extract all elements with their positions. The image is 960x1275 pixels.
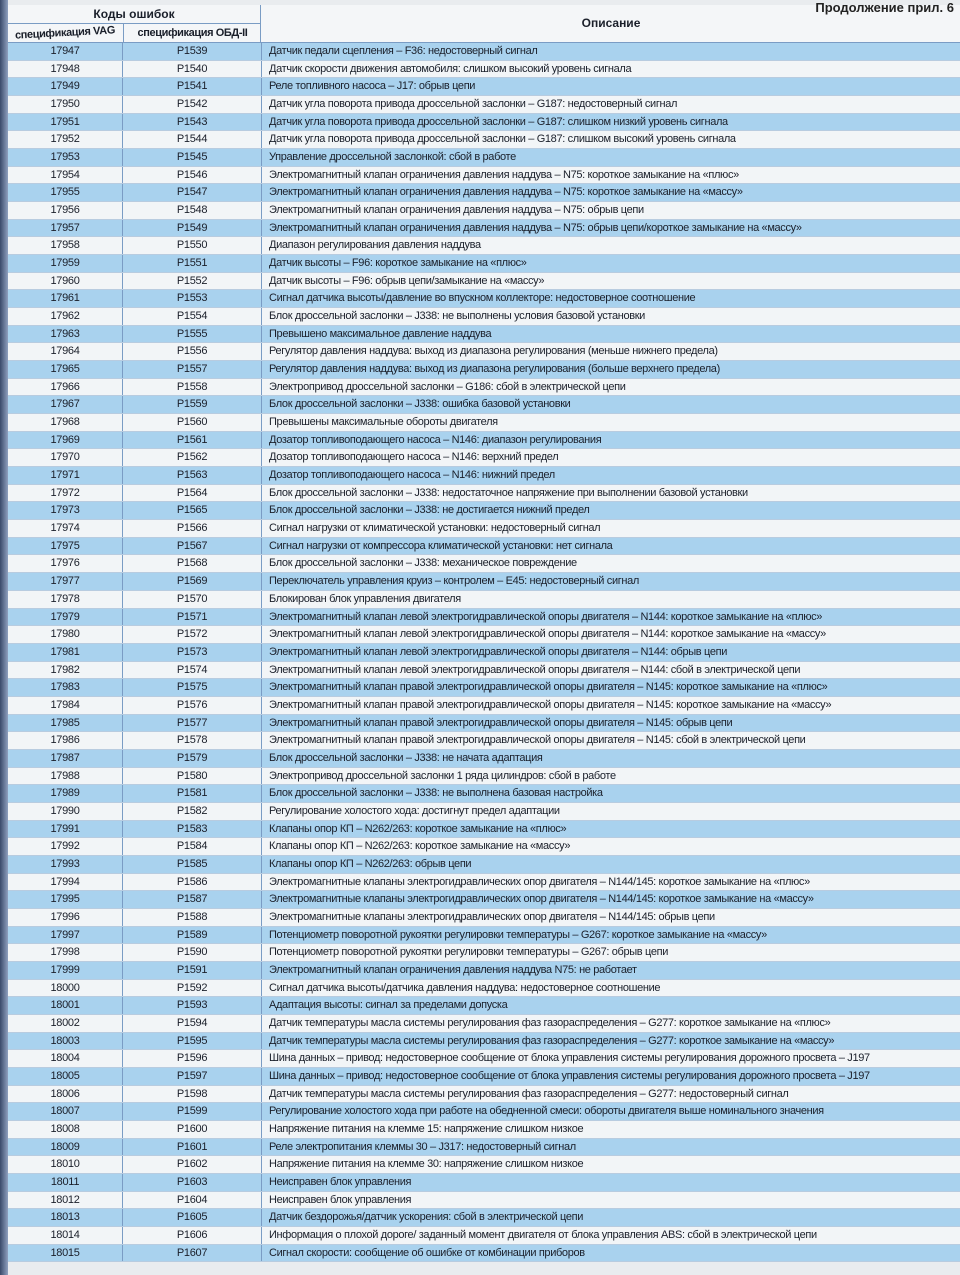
obd-code-cell: P1548: [122, 202, 261, 219]
obd-code-cell: P1578: [122, 732, 261, 749]
continuation-label: Продолжение прил. 6: [815, 0, 954, 15]
table-row: [8, 167, 960, 185]
table-row: [8, 237, 960, 255]
table-row: [8, 538, 960, 556]
obd-code-cell: P1540: [122, 61, 261, 78]
obd-code-cell: P1547: [122, 184, 261, 201]
vag-code-cell: 17982: [50, 663, 80, 676]
description-cell: Реле электропитания клеммы 30 – J317: недостоверный сигнал: [261, 1139, 960, 1156]
obd-code-cell: P1572: [122, 626, 261, 643]
vag-code-cell: 17992: [50, 840, 80, 853]
vag-code-cell: 18012: [50, 1193, 80, 1206]
description-cell: Электромагнитный клапан левой электрогидравлической опоры двигателя – N144: обрыв цепи: [261, 644, 960, 661]
table-row: [8, 785, 960, 803]
description-cell: Блок дроссельной заслонки – J338: механическое повреждение: [261, 555, 960, 572]
vag-code-cell: 17954: [50, 168, 80, 181]
obd-code-cell: P1587: [122, 891, 261, 908]
description-cell: Шина данных – привод: недостоверное сообщение от блока управления системы регулирования дорожного просвета – J197: [261, 1068, 960, 1085]
description-cell: Шина данных – привод: недостоверное сообщение от блока управления системы регулирования дорожного просвета – J197: [261, 1050, 960, 1067]
header-error-codes: Коды ошибок: [8, 5, 260, 24]
table-row: [8, 715, 960, 733]
vag-code-cell: 17997: [50, 928, 80, 941]
obd-code-cell: P1565: [122, 502, 261, 519]
vag-code-cell: 17986: [50, 734, 80, 747]
table-row: [8, 1068, 960, 1086]
obd-code-cell: P1596: [122, 1050, 261, 1067]
table-row: [8, 944, 960, 962]
table-row: [8, 909, 960, 927]
description-cell: Дозатор топливоподающего насоса – N146: верхний предел: [261, 449, 960, 466]
table-row: [8, 962, 960, 980]
description-cell: Дозатор топливоподающего насоса – N146: нижний предел: [261, 467, 960, 484]
table-row: [8, 255, 960, 273]
obd-code-cell: P1555: [122, 326, 261, 343]
table-row: [8, 662, 960, 680]
description-cell: Датчик высоты – F96: обрыв цепи/замыкание на «массу»: [261, 273, 960, 290]
description-cell: Датчик угла поворота привода дроссельной заслонки – G187: слишком высокий уровень сигнала: [261, 131, 960, 148]
obd-code-cell: P1562: [122, 449, 261, 466]
table-row: [8, 573, 960, 591]
page-edge: [0, 0, 8, 1275]
description-cell: Электромагнитный клапан правой электрогидравлической опоры двигателя – N145: короткое замыкание на «плюс»: [261, 679, 960, 696]
table-row: [8, 114, 960, 132]
description-cell: Электромагнитные клапаны электрогидравлических опор двигателя – N144/145: короткое замыкание на «плюс»: [261, 874, 960, 891]
description-cell: Сигнал нагрузки от климатической установки: недостоверный сигнал: [261, 520, 960, 537]
table-row: [8, 449, 960, 467]
description-cell: Неисправен блок управления: [261, 1192, 960, 1209]
vag-code-cell: 17953: [50, 151, 80, 164]
table-row: [8, 308, 960, 326]
description-cell: Электромагнитные клапаны электрогидравлических опор двигателя – N144/145: обрыв цепи: [261, 909, 960, 926]
obd-code-cell: P1552: [122, 273, 261, 290]
description-cell: Клапаны опор КП – N262/263: обрыв цепи: [261, 856, 960, 873]
vag-code-cell: 17998: [50, 946, 80, 959]
description-cell: Электропривод дроссельной заслонки 1 ряда цилиндров: сбой в работе: [261, 768, 960, 785]
vag-code-cell: 17950: [50, 98, 80, 111]
description-cell: Датчик высоты – F96: короткое замыкание на «плюс»: [261, 255, 960, 272]
table-row: [8, 379, 960, 397]
description-cell: Электромагнитный клапан левой электрогидравлической опоры двигателя – N144: сбой в электрической цепи: [261, 662, 960, 679]
description-cell: Клапаны опор КП – N262/263: короткое замыкание на «массу»: [261, 838, 960, 855]
description-cell: Датчик педали сцепления – F36: недостоверный сигнал: [261, 43, 960, 60]
description-cell: Электромагнитный клапан ограничения давления наддува – N75: короткое замыкание на «массу»: [261, 184, 960, 201]
description-cell: Датчик температуры масла системы регулирования фаз газораспределения – G277: недостоверный сигнал: [261, 1086, 960, 1103]
obd-code-cell: P1580: [122, 768, 261, 785]
header-description: Описание: [260, 5, 960, 42]
obd-code-cell: P1601: [122, 1139, 261, 1156]
obd-code-cell: P1583: [122, 821, 261, 838]
table-row: [8, 838, 960, 856]
obd-code-cell: P1592: [122, 980, 261, 997]
description-cell: Превышено максимальное давление наддува: [261, 326, 960, 343]
description-cell: Управление дроссельной заслонкой: сбой в работе: [261, 149, 960, 166]
table-row: [8, 1209, 960, 1227]
table-row: [8, 78, 960, 96]
table-row: [8, 1227, 960, 1245]
obd-code-cell: P1541: [122, 78, 261, 95]
description-cell: Реле топливного насоса – J17: обрыв цепи: [261, 78, 960, 95]
obd-code-cell: P1577: [122, 715, 261, 732]
obd-code-cell: P1569: [122, 573, 261, 590]
vag-code-cell: 17963: [50, 327, 80, 340]
obd-code-cell: P1586: [122, 874, 261, 891]
table-row: [8, 1086, 960, 1104]
table-row: [8, 184, 960, 202]
vag-code-cell: 18006: [50, 1087, 80, 1100]
description-cell: Напряжение питания на клемме 30: напряжение слишком низкое: [261, 1156, 960, 1173]
obd-code-cell: P1571: [122, 609, 261, 626]
vag-code-cell: 18009: [50, 1140, 80, 1153]
vag-code-cell: 18013: [50, 1211, 80, 1224]
vag-code-cell: 17958: [50, 239, 80, 252]
description-cell: Датчик температуры масла системы регулирования фаз газораспределения – G277: короткое замыкание на «плюс»: [261, 1015, 960, 1032]
obd-code-cell: P1568: [122, 555, 261, 572]
obd-code-cell: P1575: [122, 679, 261, 696]
description-cell: Электромагнитный клапан ограничения давления наддува – N75: обрыв цепи: [261, 202, 960, 219]
obd-code-cell: P1558: [122, 379, 261, 396]
description-cell: Электропривод дроссельной заслонки – G186: сбой в электрической цепи: [261, 379, 960, 396]
vag-code-cell: 18011: [50, 1176, 80, 1188]
description-cell: Датчик температуры масла системы регулирования фаз газораспределения – G277: короткое замыкание на «массу»: [261, 1033, 960, 1050]
vag-code-cell: 17999: [50, 963, 80, 976]
table-row: [8, 997, 960, 1015]
vag-code-cell: 18001: [50, 999, 80, 1012]
obd-code-cell: P1542: [122, 96, 261, 113]
table-row: [8, 555, 960, 573]
vag-code-cell: 17947: [50, 45, 80, 57]
table-row: [8, 821, 960, 839]
table-row: [8, 414, 960, 432]
vag-code-cell: 17961: [50, 292, 80, 305]
obd-code-cell: P1590: [122, 944, 261, 961]
header-vag-spec: спецификация VAG: [14, 24, 116, 42]
obd-code-cell: P1602: [122, 1156, 261, 1173]
vag-code-cell: 18010: [50, 1158, 80, 1171]
vag-code-cell: 17979: [50, 610, 80, 623]
obd-code-cell: P1593: [122, 997, 261, 1014]
vag-code-cell: 17974: [50, 522, 80, 535]
description-cell: Блок дроссельной заслонки – J338: не выполнены условия базовой установки: [261, 308, 960, 325]
vag-code-cell: 18014: [50, 1229, 80, 1242]
vag-code-cell: 17965: [50, 363, 80, 376]
obd-code-cell: P1554: [122, 308, 261, 325]
description-cell: Электромагнитный клапан левой электрогидравлической опоры двигателя – N144: короткое замыкание на «массу»: [261, 626, 960, 643]
table-row: [8, 1033, 960, 1051]
obd-code-cell: P1546: [122, 167, 261, 184]
vag-code-cell: 17983: [50, 681, 80, 694]
table-row: [8, 96, 960, 114]
table-row: [8, 220, 960, 238]
table-row: [8, 927, 960, 945]
description-cell: Блокирован блок управления двигателя: [261, 591, 960, 608]
vag-code-cell: 17951: [50, 115, 80, 128]
description-cell: Потенциометр поворотной рукоятки регулировки температуры – G267: короткое замыкание на «массу»: [261, 927, 960, 944]
obd-code-cell: P1585: [122, 856, 261, 873]
table-row: [8, 874, 960, 892]
vag-code-cell: 17969: [50, 433, 80, 446]
table-row: [8, 61, 960, 79]
obd-code-cell: P1605: [122, 1209, 261, 1226]
description-cell: Датчик угла поворота привода дроссельной заслонки – G187: слишком низкий уровень сигнала: [261, 114, 960, 131]
description-cell: Электромагнитный клапан правой электрогидравлической опоры двигателя – N145: обрыв цепи: [261, 715, 960, 732]
obd-code-cell: P1549: [122, 220, 261, 237]
vag-code-cell: 17956: [50, 204, 80, 217]
obd-code-cell: P1600: [122, 1121, 261, 1138]
vag-code-cell: 17991: [50, 822, 80, 835]
description-cell: Блок дроссельной заслонки – J338: не достигается нижний предел: [261, 502, 960, 519]
obd-code-cell: P1607: [122, 1245, 261, 1262]
vag-code-cell: 17952: [50, 133, 80, 146]
description-cell: Блок дроссельной заслонки – J338: не выполнена базовая настройка: [261, 785, 960, 802]
vag-code-cell: 17964: [50, 345, 80, 358]
description-cell: Блок дроссельной заслонки – J338: недостаточное напряжение при выполнении базовой установки: [261, 485, 960, 502]
obd-code-cell: P1604: [122, 1192, 261, 1209]
obd-code-cell: P1560: [122, 414, 261, 431]
table-row: [8, 273, 960, 291]
description-cell: Датчик угла поворота привода дроссельной заслонки – G187: недостоверный сигнал: [261, 96, 960, 113]
description-cell: Сигнал датчика высоты/датчика давления наддува: недостоверное соотношение: [261, 980, 960, 997]
vag-code-cell: 17976: [50, 557, 80, 570]
vag-code-cell: 17987: [50, 751, 80, 764]
table-row: [8, 149, 960, 167]
table-row: [8, 768, 960, 786]
description-cell: Превышены максимальные обороты двигателя: [261, 414, 960, 431]
obd-code-cell: P1606: [122, 1227, 261, 1244]
table-row: [8, 520, 960, 538]
description-cell: Потенциометр поворотной рукоятки регулировки температуры – G267: обрыв цепи: [261, 944, 960, 961]
description-cell: Регулятор давления наддува: выход из диапазона регулирования (больше верхнего предела): [261, 361, 960, 378]
table-row: [8, 1139, 960, 1157]
table-row: [8, 1015, 960, 1033]
obd-code-cell: P1559: [122, 396, 261, 413]
vag-code-cell: 18007: [50, 1105, 80, 1118]
vag-code-cell: 17980: [50, 628, 80, 641]
obd-code-cell: P1589: [122, 927, 261, 944]
vag-code-cell: 17985: [50, 716, 80, 729]
table-row: [8, 856, 960, 874]
obd-code-cell: P1544: [122, 131, 261, 148]
vag-code-cell: 17948: [50, 62, 80, 75]
vag-code-cell: 17988: [50, 769, 80, 782]
table-row: [8, 1174, 960, 1192]
obd-code-cell: P1582: [122, 803, 261, 820]
description-cell: Электромагнитный клапан левой электрогидравлической опоры двигателя – N144: короткое замыкание на «плюс»: [261, 609, 960, 626]
table-row: [8, 1121, 960, 1139]
description-cell: Регулятор давления наддува: выход из диапазона регулирования (меньше нижнего предела): [261, 343, 960, 360]
obd-code-cell: P1574: [122, 662, 261, 679]
table-row: [8, 1103, 960, 1121]
table-row: [8, 1050, 960, 1068]
obd-code-cell: P1584: [122, 838, 261, 855]
table-row: [8, 502, 960, 520]
table-row: [8, 980, 960, 998]
obd-code-cell: P1573: [122, 644, 261, 661]
obd-code-cell: P1543: [122, 114, 261, 131]
table-row: [8, 626, 960, 644]
vag-code-cell: 17975: [50, 539, 80, 552]
description-cell: Электромагнитный клапан ограничения давления наддува N75: не работает: [261, 962, 960, 979]
description-cell: Переключатель управления круиз – контролем – E45: недостоверный сигнал: [261, 573, 960, 590]
description-cell: Диапазон регулирования давления наддува: [261, 237, 960, 254]
obd-code-cell: P1588: [122, 909, 261, 926]
table-row: [8, 803, 960, 821]
vag-code-cell: 18003: [50, 1034, 80, 1047]
table-row: [8, 644, 960, 662]
table-row: [8, 1156, 960, 1174]
vag-code-cell: 17972: [50, 486, 80, 499]
vag-code-cell: 17996: [50, 910, 80, 923]
description-cell: Клапаны опор КП – N262/263: короткое замыкание на «плюс»: [261, 821, 960, 838]
description-cell: Сигнал нагрузки от компрессора климатической установки: нет сигнала: [261, 538, 960, 555]
description-cell: Дозатор топливоподающего насоса – N146: диапазон регулирования: [261, 432, 960, 449]
error-codes-table: [8, 5, 960, 1262]
obd-code-cell: P1603: [122, 1174, 261, 1191]
obd-code-cell: P1597: [122, 1068, 261, 1085]
description-cell: Регулирование холостого хода: достигнут предел адаптации: [261, 803, 960, 820]
table-row: [8, 343, 960, 361]
description-cell: Сигнал датчика высоты/давление во впускном коллекторе: недостоверное соотношение: [261, 290, 960, 307]
vag-code-cell: 17984: [50, 698, 80, 711]
obd-code-cell: P1545: [122, 149, 261, 166]
table-row: [8, 1245, 960, 1263]
description-cell: Сигнал скорости: сообщение об ошибке от комбинации приборов: [261, 1245, 960, 1262]
vag-code-cell: 17968: [50, 416, 80, 429]
obd-code-cell: P1553: [122, 290, 261, 307]
description-cell: Электромагнитный клапан правой электрогидравлической опоры двигателя – N145: сбой в электрической цепи: [261, 732, 960, 749]
obd-code-cell: P1564: [122, 485, 261, 502]
vag-code-cell: 18004: [50, 1052, 80, 1065]
table-row: [8, 43, 960, 61]
obd-code-cell: P1595: [122, 1033, 261, 1050]
table-row: [8, 697, 960, 715]
vag-code-cell: 17971: [50, 469, 80, 482]
vag-code-cell: 17977: [50, 575, 80, 588]
description-cell: Датчик скорости движения автомобиля: слишком высокий уровень сигнала: [261, 61, 960, 78]
vag-code-cell: 17955: [50, 186, 80, 199]
vag-code-cell: 17957: [50, 221, 80, 234]
description-cell: Адаптация высоты: сигнал за пределами допуска: [261, 997, 960, 1014]
vag-code-cell: 18015: [50, 1246, 80, 1259]
table-row: [8, 1192, 960, 1210]
vag-code-cell: 17990: [50, 804, 80, 817]
vag-code-cell: 17994: [50, 875, 80, 888]
vag-code-cell: 17959: [50, 257, 80, 270]
vag-code-cell: 17978: [50, 592, 80, 605]
obd-code-cell: P1566: [122, 520, 261, 537]
vag-code-cell: 17981: [50, 645, 80, 658]
vag-code-cell: 17993: [50, 857, 80, 870]
obd-code-cell: P1570: [122, 591, 261, 608]
description-cell: Датчик бездорожья/датчик ускорения: сбой в электрической цепи: [261, 1209, 960, 1226]
table-row: [8, 432, 960, 450]
table-row: [8, 326, 960, 344]
obd-code-cell: P1550: [122, 237, 261, 254]
obd-code-cell: P1567: [122, 538, 261, 555]
description-cell: Блок дроссельной заслонки – J338: не начата адаптация: [261, 750, 960, 767]
description-cell: Неисправен блок управления: [261, 1174, 960, 1191]
description-cell: Информация о плохой дороге/ заданный момент двигателя от блока управления ABS: сбой в электрической цепи: [261, 1227, 960, 1244]
description-cell: Электромагнитный клапан ограничения давления наддува – N75: обрыв цепи/короткое замыкание на «массу»: [261, 220, 960, 237]
table-row: [8, 290, 960, 308]
table-row: [8, 202, 960, 220]
description-cell: Блок дроссельной заслонки – J338: ошибка базовой установки: [261, 396, 960, 413]
table-row: [8, 361, 960, 379]
description-cell: Регулирование холостого хода при работе на обедненной смеси: обороты двигателя выше номинального значения: [261, 1103, 960, 1120]
obd-code-cell: P1539: [122, 43, 261, 60]
description-cell: Электромагнитный клапан правой электрогидравлической опоры двигателя – N145: короткое замыкание на «массу»: [261, 697, 960, 714]
vag-code-cell: 17960: [50, 274, 80, 287]
table-row: [8, 750, 960, 768]
obd-code-cell: P1563: [122, 467, 261, 484]
table-row: [8, 891, 960, 909]
table-row: [8, 679, 960, 697]
obd-code-cell: P1557: [122, 361, 261, 378]
table-row: [8, 609, 960, 627]
obd-code-cell: P1594: [122, 1015, 261, 1032]
table-row: [8, 131, 960, 149]
vag-code-cell: 17995: [50, 893, 80, 906]
table-row: [8, 591, 960, 609]
description-cell: Напряжение питания на клемме 15: напряжение слишком низкое: [261, 1121, 960, 1138]
vag-code-cell: 18005: [50, 1069, 80, 1082]
vag-code-cell: 17989: [50, 787, 80, 800]
obd-code-cell: P1581: [122, 785, 261, 802]
vag-code-cell: 17967: [50, 398, 80, 411]
table-row: [8, 732, 960, 750]
description-cell: Электромагнитный клапан ограничения давления наддува – N75: короткое замыкание на «плюс»: [261, 167, 960, 184]
vag-code-cell: 18002: [50, 1016, 80, 1029]
table-body: [8, 43, 960, 1262]
vag-code-cell: 18000: [50, 981, 80, 994]
vag-code-cell: 18008: [50, 1122, 80, 1135]
table-row: [8, 467, 960, 485]
vag-code-cell: 17962: [50, 310, 80, 323]
description-cell: Электромагнитные клапаны электрогидравлических опор двигателя – N144/145: короткое замыкание на «массу»: [261, 891, 960, 908]
obd-code-cell: P1561: [122, 432, 261, 449]
vag-code-cell: 17970: [50, 451, 80, 464]
obd-code-cell: P1591: [122, 962, 261, 979]
obd-code-cell: P1551: [122, 255, 261, 272]
obd-code-cell: P1579: [122, 750, 261, 767]
vag-code-cell: 17949: [50, 80, 80, 93]
vag-code-cell: 17966: [50, 380, 80, 393]
header-obd-spec: спецификация ОБД-II: [123, 24, 261, 42]
obd-code-cell: P1598: [122, 1086, 261, 1103]
obd-code-cell: P1599: [122, 1103, 261, 1120]
obd-code-cell: P1556: [122, 343, 261, 360]
obd-code-cell: P1576: [122, 697, 261, 714]
table-row: [8, 396, 960, 414]
table-row: [8, 485, 960, 503]
vag-code-cell: 17973: [50, 504, 80, 517]
